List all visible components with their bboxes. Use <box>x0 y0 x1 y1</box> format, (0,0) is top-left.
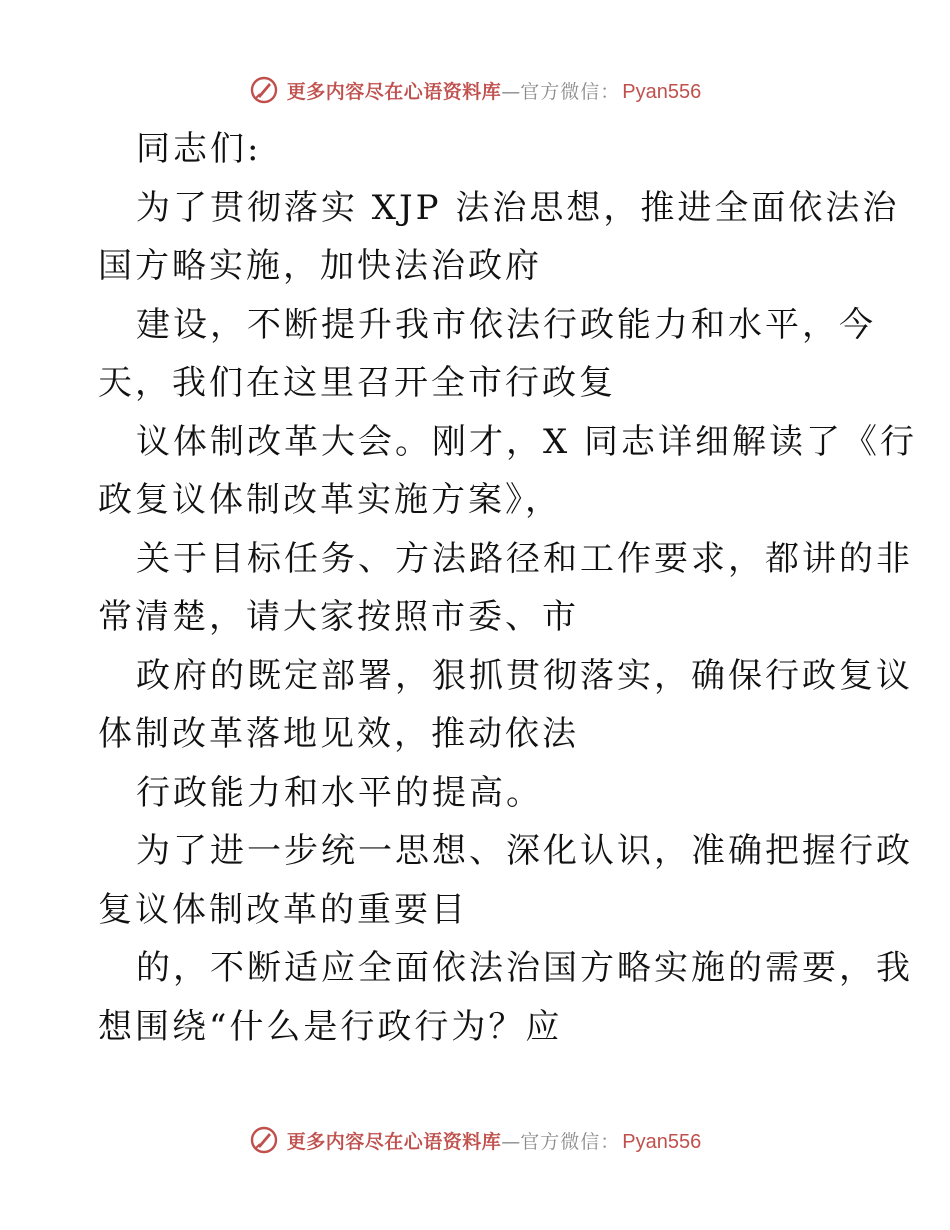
paragraph-line: 体制改革落地见效，推动依法 <box>98 714 579 754</box>
footer-brand: 更多内容尽在心语资料库 <box>286 1130 502 1153</box>
feather-circle-logo-icon <box>249 75 279 105</box>
header-dash: — <box>501 80 521 103</box>
footer-watermark <box>0 1120 950 1160</box>
salutation-line: 同志们: <box>136 129 262 169</box>
footer-dash: — <box>501 1130 521 1153</box>
footer-wechat-handle: Pyan556 <box>622 1130 702 1153</box>
document-body <box>98 120 918 1056</box>
paragraph-line: 建设，不断提升我市依法行政能力和水平，今 <box>136 304 876 345</box>
footer-wechat-label: 官方微信： <box>520 1130 621 1153</box>
header-brand: 更多内容尽在心语资料库 <box>286 80 502 103</box>
feather-circle-logo-icon <box>249 1125 279 1155</box>
paragraph-line: 复议体制改革的重要目 <box>98 889 468 930</box>
header-wechat-handle: Pyan556 <box>622 80 702 103</box>
header-watermark-text <box>287 77 702 104</box>
footer-watermark-text <box>287 1127 702 1154</box>
paragraph-line: 关于目标任务、方法路径和工作要求，都讲的非 <box>136 538 913 579</box>
paragraph-line: 天，我们在这里召开全市行政复 <box>98 363 616 403</box>
paragraph-line: 的，不断适应全面依法治国方略实施的需要，我 <box>136 948 913 988</box>
paragraph-line: 想围绕“什么是行政行为？应 <box>98 1006 563 1047</box>
paragraph-line: 为了进一步统一思想、深化认识，准确把握行政 <box>136 831 913 871</box>
paragraph-line: 常清楚，请大家按照市委、市 <box>98 597 579 637</box>
paragraph-line: 国方略实施，加快法治政府 <box>98 246 542 286</box>
paragraph-line: 为了贯彻落实 XJP 法治思想，推进全面依法治 <box>136 187 900 228</box>
header-wechat-label: 官方微信： <box>520 80 621 103</box>
paragraph-line: 政复议体制改革实施方案》， <box>98 480 562 520</box>
paragraph-line: 议体制改革大会。刚才，X 同志详细解读了《行 <box>136 421 918 462</box>
paragraph-line: 政府的既定部署，狠抓贯彻落实，确保行政复议 <box>136 655 913 696</box>
header-watermark <box>0 70 950 110</box>
paragraph-line: 行政能力和水平的提高。 <box>136 772 543 813</box>
